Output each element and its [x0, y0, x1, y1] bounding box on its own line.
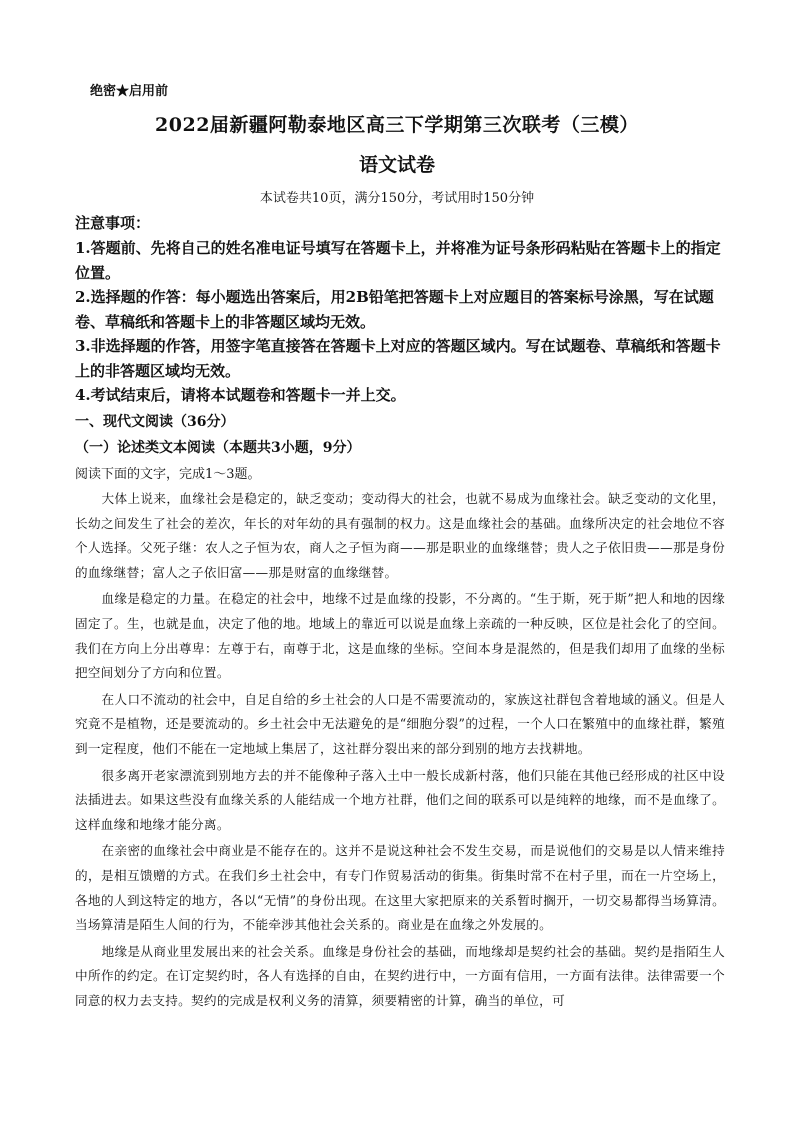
note-item: 2.选择题的作答：每小题选出答案后，用2B铅笔把答题卡上对应题目的答案标号涂黑，写在试题卷、草稿纸和答题卡上的非答题区域均无效。 — [75, 288, 714, 331]
note-item: 4.考试结束后，请将本试题卷和答题卡一并上交。 — [75, 386, 406, 404]
section-subtitle: （一）论述类文本阅读（本题共3小题，9分） — [75, 440, 361, 456]
reading-instruction: 阅读下面的文字，完成1～3题。 — [75, 467, 261, 482]
notes-title: 注意事项： — [75, 214, 151, 232]
passage-paragraph: 大体上说来，血缘社会是稳定的，缺乏变动；变动得大的社会，也就不易成为血缘社会。缺乏变动的文化里，长幼之间发生了社会的差次，年长的对年幼的具有强制的权力。这是血缘社会的基础。血缘所决定的社会地位不容个人选择。父死子继：农人之子恒为农，商人之子恒为商——那是职业的血缘继替；贵人之子依旧贵——那是身份的血缘继替；富人之子依旧富——那是财富的血缘继替。 — [75, 491, 725, 580]
secret-label: 绝密★启用前 — [90, 84, 169, 99]
passage-paragraph: 在人口不流动的社会中，自足自给的乡土社会的人口是不需要流动的，家族这社群包含着地域的涵义。但是人究竟不是植物，还是要流动的。乡土社会中无法避免的是“细胞分裂”的过程，一个人口在繁殖中的血缘社群，繁殖到一定程度，他们不能在一定地域上集居了，这社群分裂出来的部分到别的地方去找耕地。 — [75, 691, 725, 756]
exam-subtitle: 语文试卷 — [358, 154, 435, 176]
passage-paragraph: 在亲密的血缘社会中商业是不能存在的。这并不是说这种社会不发生交易，而是说他们的交易是以人情来维持的，是相互馈赠的方式。在我们乡土社会中，有专门作贸易活动的街集。街集时常不在村子里，而在一片空场上，各地的人到这特定的地方，各以“无情”的身份出现。在这里大家把原来的关系暂时搁开，一切交易都得当场算清。当场算清是陌生人间的行为，不能牵涉其他社会关系的。商业是在血缘之外发展的。 — [75, 843, 725, 933]
passage-paragraph: 很多离开老家漂流到别地方去的并不能像种子落入土中一般长成新村落，他们只能在其他已经形成的社区中设法插进去。如果这些没有血缘关系的人能结成一个地方社群，他们之间的联系可以是纯粹的地缘，而不是血缘了。这样血缘和地缘才能分离。 — [75, 767, 725, 832]
passage-paragraph: 地缘是从商业里发展出来的社会关系。血缘是身份社会的基础，而地缘却是契约社会的基础。契约是指陌生人中所作的约定。在订定契约时，各人有选择的自由，在契约进行中，一方面有信用，一方面有法律。法律需要一个同意的权力去支持。契约的完成是权利义务的清算，须要精密的计算，确当的单位，可 — [75, 943, 725, 1008]
reading-passage — [75, 487, 725, 1015]
section-title: 一、现代文阅读（36分） — [75, 414, 235, 430]
exam-title: 2022届新疆阿勒泰地区高三下学期第三次联考（三模） — [155, 114, 639, 136]
exam-meta: 本试卷共10页，满分150分，考试用时150分钟 — [259, 191, 535, 206]
notes-list — [75, 236, 735, 408]
note-item: 1.答题前、先将自己的姓名准电证号填写在答题卡上，并将准为证号条形码粘贴在答题卡上的指定位置。 — [75, 239, 721, 282]
note-item: 3.非选择题的作答，用签字笔直接答在答题卡上对应的答题区域内。写在试题卷、草稿纸和答题卡上的非答题区域均无效。 — [75, 337, 721, 380]
passage-paragraph: 血缘是稳定的力量。在稳定的社会中，地缘不过是血缘的投影，不分离的。“生于斯，死于斯”把人和地的因缘固定了。生，也就是血，决定了他的地。地域上的靠近可以说是血缘上亲疏的一种反映，区位是社会化了的空间。我们在方向上分出尊卑：左尊于右，南尊于北，这是血缘的坐标。空间本身是混然的，但是我们却用了血缘的坐标把空间划分了方向和位置。 — [75, 591, 725, 681]
